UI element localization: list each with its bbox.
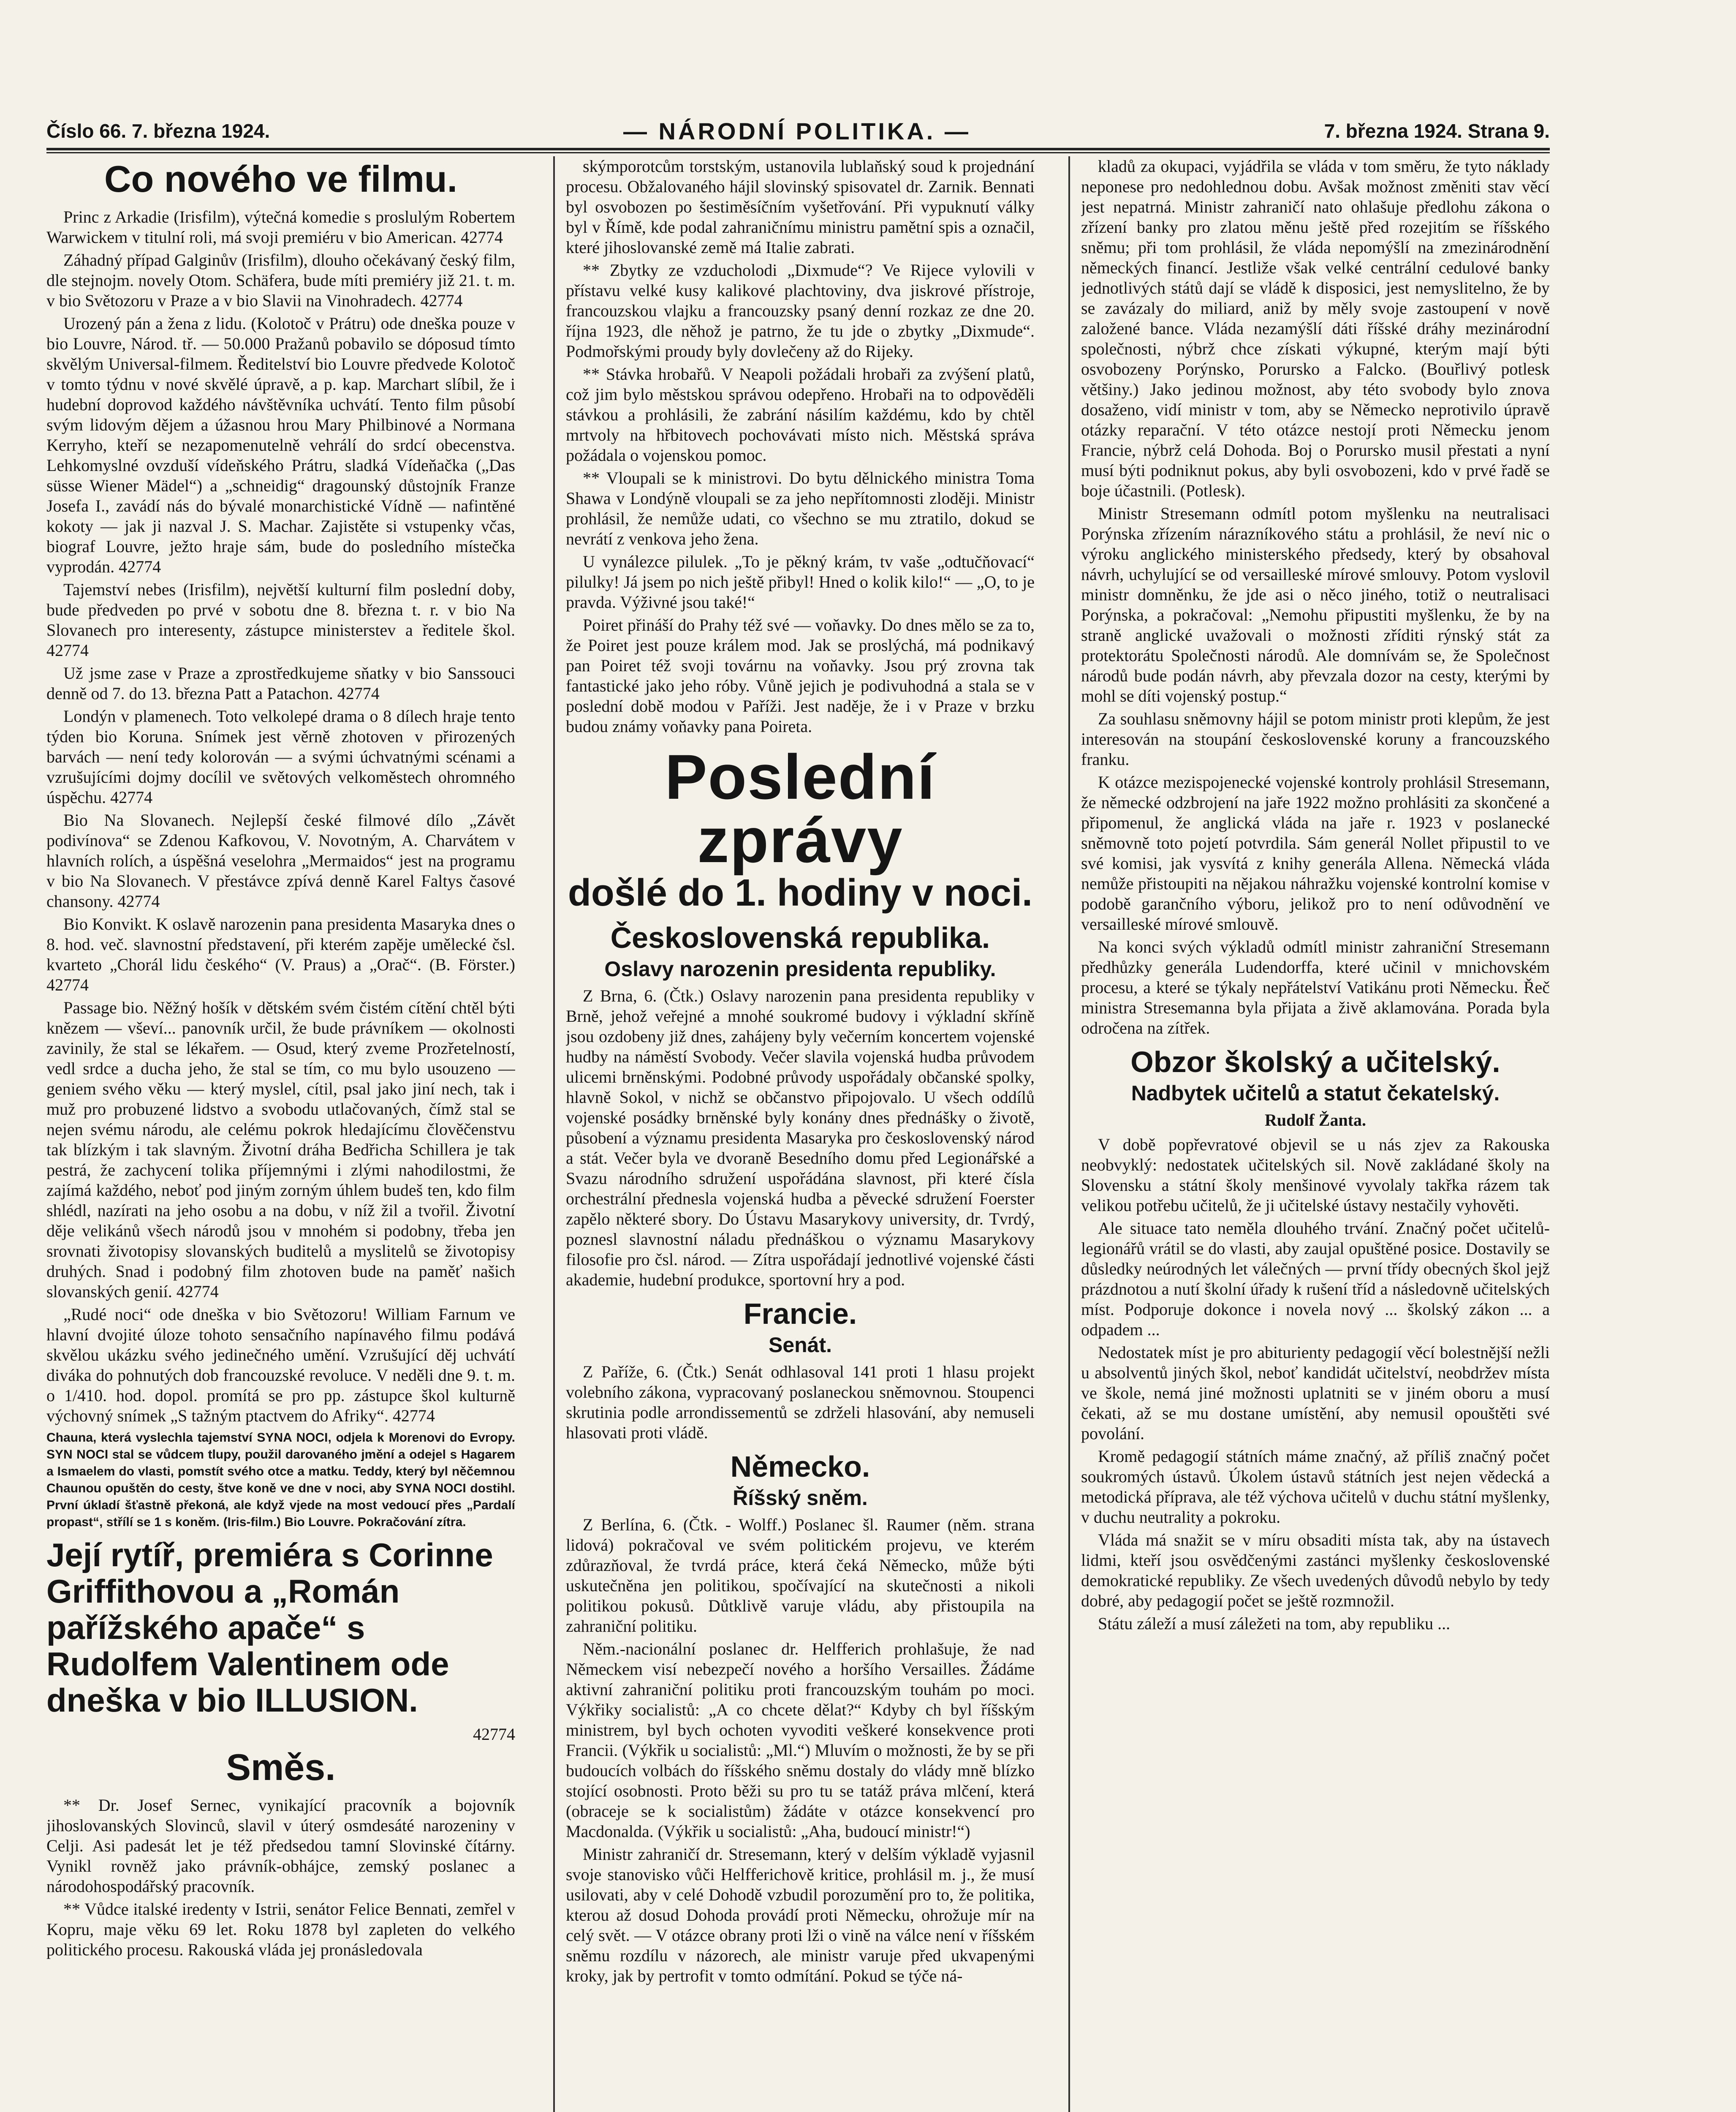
- article-paragraph: Tajemství nebes (Irisfilm), největší kulturní film poslední doby, bude předveden po prvé v sobotu dne 8. března t. r. v bio Na Slovanech pro interesenty, zástupce ministerstev a ředitele škol. 42774: [46, 580, 515, 660]
- article-paragraph: Už jsme zase v Praze a zprostředkujeme sňatky v bio Sanssouci denně od 7. do 13. března Patt a Patachon. 42774: [46, 664, 515, 703]
- header-rule: [46, 152, 1550, 153]
- column-2: [566, 156, 1035, 2112]
- article-paragraph: Ale situace tato neměla dlouhého trvání. Značný počet učitelů-legionářů vrátil se do vlasti, aby zaujal opuštěné posice. Dostavily se důsledky neúrodných let válečných — první třídy obecných škol jejž prázdnotou a nutí školní úřady k rušení tříd a následovně učitelských míst. Podporuje dokonce i novela nový ... školský zákon ... a odpadem ...: [1081, 1219, 1550, 1339]
- article-paragraph: Urozený pán a žena z lidu. (Kolotoč v Prátru) ode dneška pouze v bio Louvre, Národ. tř. — 50.000 Pražanů pobavilo se dóposud tímto skvělým Universal-filmem. Ředitelství bio Louvre předvede Kolotoč v tomto týdnu v nové skvělé úpravě, a p. kap. Marchart slíbil, že i hudební doprovod každého návštěvníka uchvátí. Tento film působí svým lidovým dějem a úžasnou hrou Mary Philbinové a Normana Kerryho, kteří se nezapomenutelně vehrálí do srdcí obecenstva. Lehkomyslné ovzduší vídeňského Prátru, sladká Vídeňačka („Das süsse Wiener Mädel“) a „schneidig“ dragounský důstojník Franze Josefa I., zavádí nás do bývalé monarchistické Vídně — nafintěné kokoty — jak ji nazval J. S. Machar. Zajistěte si vstupenky včas, biograf Louvre, ježto hraje sám, bude do posledního místečka vyprodán. 42774: [46, 314, 515, 576]
- column-divider: [553, 156, 555, 2112]
- article-paragraph: Z Brna, 6. (Čtk.) Oslavy narozenin pana presidenta republiky v Brně, jehož veřejné a mnohé soukromé budovy i výkladní skříně jsou ozdobeny již dnes, zahájeny byly večerním koncertem vojenské hudby na náměstí Svobody. Večer slavila vojenská hudba průvodem ulicemi brněnskými. Podobné průvody uspořádaly občanské spolky, hlavně Sokol, v nichž se občanstvo připojovalo. U všech oddílů vojenské posádky brněnské byly konány dnes přednášky o životě, působení a významu presidenta Masaryka pro československý národ a stát. Večer byla ve dvoraně Besedního domu před Legionářské a Svazu národního sdružení uspořádána slavnost, při které čísla orchestrální přednesla vojenská hudba a pěvecké sdružení Foerster zapělo některé sbory. Do Ústavu Masarykovy university, dr. Tvrdý, poznesl slavnostní náladu přednáškou o významu Masarykovy filosofie pro čsl. národ. — Zítra uspořádají jednotlivé vojenské části akademie, hudební produkce, sportovní hry a pod.: [566, 986, 1035, 1289]
- section-title-france: Francie.: [743, 1297, 857, 1330]
- latest-news-subtitle: došlé do 1. hodiny v noci.: [568, 872, 1033, 914]
- article-paragraph: Za souhlasu sněmovny hájil se potom ministr proti klepům, že jest interesován na stoupání československé koruny a francouzského franku.: [1081, 709, 1550, 769]
- article-paragraph: ** Zbytky ze vzducholodi „Dixmude“? Ve Rijece vylovili v přístavu velké kusy kalikové plachtoviny, dva jiskrové přístroje, francouzskou vlajku a francouzsky psaný denní rozkaz ze dne 20. října 1923, dle něhož je patrno, že tu jde o zbytky „Dixmude“. Podmořskými proudy byly dovlečeny až do Rijeky.: [566, 261, 1035, 361]
- latest-news-banner: [566, 741, 1035, 914]
- article-paragraph: skýmporotcům torstským, ustanovila lublaňský soud k projednání procesu. Obžalovaného hájil slovinský spisovatel dr. Zarnik. Bennati byl osvobozen po šestiměsíčním vyšetřování. Při vypuknutí války byl v Římě, kde podal zahraničnímu ministru pamětní spis a označil, které jihoslovanské země má Italie zabrati.: [566, 157, 1035, 257]
- article-paragraph: Něm.-nacionální poslanec dr. Helfferich prohlašuje, že nad Německem visí nebezpečí nového a horšího Versailles. Žádáme aktivní zahraniční politiku proti francouzským touhám po moci. Výkřiky socialistů: „A co chcete dělat?“ Kdyby ch byl říšským ministrem, byl bych ochoten vyvoditi veškeré konsekvence proti Francii. (Výkřik u socialistů: „Ml.“) Mluvím o možnosti, že by se při budoucích volbách do říšského sněmu dostaly do vlády mně blízko stojící osobnosti. Proto běži su pro tu se tatáž práva mlčení, která (obraceje se k socialistům) žádáte v otázce konsekvencí pro Macdonalda. (Výkřik u socialistů: „Aha, budoucí ministr!“): [566, 1639, 1035, 1841]
- ad-number: 42774: [473, 1725, 515, 1744]
- subsection-title-senat: Senát.: [768, 1333, 832, 1357]
- column-3: [1081, 156, 1550, 2112]
- article-paragraph: Ministr Stresemann odmítl potom myšlenku na neutralisaci Porýnska zřízením nárazníkového státu a prohlásil, že neví nic o výroku anglického ministerského předsedy, který by obsahoval návrh, uchylující se od versailleské mírové smlouvy. Potom vyslovil ministr domněnku, že jde asi o něco jiného, totiž o neutralisaci Porýnska, a pokračoval: „Nemohu připustiti myšlenku, že by na straně anglické uvažovali o možnosti zříditi rýnský stát za protektorátu Společnosti národů. Ale domnívám se, že Společnost národů bude podán návrh, aby převzala dozor na cesty, kterými by mohl se díti vojenský postup.“: [1081, 504, 1550, 705]
- article-paragraph: Bio Na Slovanech. Nejlepší české filmové dílo „Závět podivínova“ se Zdenou Kafkovou, V. Novotným, A. Charvátem v hlavních rolích, a úspěšná veselohra „Mermaidos“ jest na programu v bio Na Slovanech. V přestávce zpívá denně Karel Faltys časové chansony. 42774: [46, 811, 515, 911]
- article-paragraph: „Rudé noci“ ode dneška v bio Světozoru! William Farnum ve hlavní dvojité úloze tohoto sensačního napínavého filmu podává skvělou ukázku svého jedinečného umění. Vzrušující děj uchvátí diváka do pohnutých dob francouzské revoluce. V neděli dne 9. t. m. o 1/410. hod. dopol. promítá se pro pp. zástupce škol kulturně výchovný snímek „S tažným ptactvem do Afriky“. 42774: [46, 1305, 515, 1425]
- section-title-germany: Německo.: [730, 1450, 870, 1483]
- section-title-obzor: Obzor školský a učitelský.: [1130, 1045, 1500, 1078]
- article-paragraph: Z Berlína, 6. (Čtk. - Wolff.) Poslanec šl. Raumer (něm. strana lidová) pokračoval ve svém politickém projevu, ve kterém zdůrazňoval, že tvrdá práce, která čeká Německo, může býti uskutečněna jen politikou, spočívající na skutečnosti a nikoli politikou pokusů. Důtklivě varuje vládu, aby přistoupila na zahraniční politiku.: [566, 1515, 1035, 1636]
- subsection-title-cs: Oslavy narozenin presidenta republiky.: [604, 957, 996, 981]
- header-issue: Číslo 66. 7. března 1924.: [46, 120, 270, 142]
- header-page: 7. března 1924. Strana 9.: [1324, 120, 1550, 142]
- page-header: [46, 114, 1550, 150]
- column-1: [46, 156, 515, 2112]
- article-paragraph: Princ z Arkadie (Irisfilm), výtečná komedie s proslulým Robertem Warwickem v titulní roli, má svoji premiéru v bio American. 42774: [46, 207, 515, 247]
- article-paragraph: kladů za okupaci, vyjádřila se vláda v tom směru, že tyto náklady neponese pro nedohlednou dobu. Avšak možnost změniti stav věcí jest nepatrná. Ministr zahraničí nato ohlašuje předlohu zákona o zřízení banky pro zlatou měnu ještě před rozejitím se říšského sněmu; při tom prohlásil, že vláda nepomýšlí na zmezinárodnění německých financí. Jestliže však velké centrální cedulové banky jednotlivých států dají se vládě k disposici, jest nemyslitelno, že by se zavázaly do miliard, aniž by měly svoje zastoupení v nově založené bance. Vláda nezamýšlí dáti říšské dráhy mezinárodní společnosti, nýbrž chce získati výkupné, kterým mají býti osvobozeny Porýnsko, Porursko a Falcko. (Bouřlivý potlesk většiny.) Jako jedinou možnost, aby této svobody bylo znova dosaženo, vidí ministr v tom, aby se Německo neprotivilo úpravě otázky reparační. V této otázce nestojí proti Německu jenom Francie, nýbrž celá Dohoda. Boj o Porursko musil přestati a nyní musí býti podniknut pokus, aby byli osvobozeni, kdo v prvé řadě se boje účastnili. (Potlesk).: [1081, 157, 1550, 500]
- article-paragraph: Státu záleží a musí záležeti na tom, aby republiku ...: [1098, 1614, 1451, 1633]
- masthead: — NÁRODNÍ POLITIKA. —: [623, 117, 971, 144]
- article-paragraph: Na konci svých výkladů odmítl ministr zahraniční Stresemann předhůzky generála Ludendorffa, které učinil v mnichovském procesu, a které se týkaly nepřátelství Vatikánu proti Německu. Řeč ministra Stresemanna byla přijata a živě aklamována. Porada byla odročena na zítřek.: [1081, 937, 1550, 1037]
- advertisement-syn-noci: Chauna, která vyslechla tajemství SYNA NOCI, odjela k Morenovi do Evropy. SYN NOCI stal se vůdcem tlupy, použil darovaného jmění a odejel s Hagarem a Ismaelem do vlasti, pomstít svého otce a matku. Teddy, který byl něčemnou Chaunou opuštěn do cesty, štve koně ve dne v noci, aby SYNA NOCI dostihl. První úkladí šťastně překoná, ale když vjede na most vedoucí přes „Pardalí propast“, střílí se 1 s koněm. (Iris-film.) Bio Louvre. Pokračování zítra.: [46, 1431, 515, 1529]
- article-paragraph: Záhadný případ Galginův (Irisfilm), dlouho očekávaný český film, dle stejnojm. novely Otom. Schäfera, bude míti premiéry již 21. t. m. v bio Světozoru v Praze a v bio Slavii na Vinohradech. 42774: [46, 250, 515, 310]
- article-paragraph: Z Paříže, 6. (Čtk.) Senát odhlasoval 141 proti 1 hlasu projekt volebního zákona, vypracovaný poslaneckou sněmovnou. Stoupenci skrutinia podle arrondissementů se zdrželi hlasování, aby nemuseli hlasovati proti vládě.: [566, 1362, 1035, 1442]
- article-paragraph: Poiret přináší do Prahy též své — voňavky. Do dnes mělo se za to, že Poiret jest pouze králem mod. Jak se proslýchá, má podnikavý pan Poiret též svoji továrnu na voňavky. Jsou prý zrovna tak fantastické jako jeho róby. Vůně jejich je podivuhodná a stala se v poslední době modou v Paříži. Jest naděje, že i v Praze v brzku budou známy voňavky pana Poireta.: [566, 615, 1035, 736]
- article-paragraph: U vynálezce pilulek. „To je pěkný krám, tv vaše „odtučňovací“ pilulky! Já jsem po nich ještě přibyl! Hned o kolik kilo!“ — „O, to je pravda. Výživné jsou také!“: [566, 552, 1035, 612]
- section-title-smes: Směs.: [226, 1746, 336, 1788]
- section-title-cs: Československá republika.: [610, 921, 990, 954]
- article-paragraph: Passage bio. Něžný hošík v dětském svém čistém cítění chtěl býti knězem — vševí... panovník určil, že bude právníkem — okolnosti zavinily, že stal se lékařem. — Osud, který zveme Prozřetelností, vedl srdce a ducha jeho, že stal se tím, co mu bylo usouzeno — geniem svého věku — který myslel, cítil, psal jako jiní nech, tak i muž pro probuzené lidstvo a svobodu utlačovaných, čímž stal se nejen svému národu, ale celému pokrok hledajícímu člověčenstvu tak blízkým i tak slavným. Životní dráha Bedřicha Schillera je tak pestrá, že zachycení tolika příjemnými i zlými nahodilostmi, že zajímá každého, neboť pod jiným zorným úhlem budeš ten, kdo film shlédl, nazírati na jeho osobu a na dobu, v níž žil a tvořil. Životní děje velikánů všech národů jsou v mnohém si podobny, třeba jen srovnati životopisy slovanských buditelů a myslitelů se životopisy druhých. Snad i podobný film zhotoven bude na paměť našich slovanských genií. 42774: [46, 998, 515, 1301]
- latest-news-title: Poslední zprávy: [665, 741, 936, 876]
- subsection-title-snem: Říšský sněm.: [733, 1486, 868, 1510]
- article-paragraph: Kromě pedagogií státních máme značný, až příliš značný počet soukromých ústavů. Úkolem ústavů státních jest nejen vědecká a metodická příprava, ale též výchova učitelů v duchu státní myšlenky, v duchu neutrality a pokroku.: [1081, 1447, 1550, 1527]
- article-paragraph: V době popřevratové objevil se u nás zjev za Rakouska neobvyklý: nedostatek učitelských sil. Nově zakládané školy na Slovensku a státní školy menšinové vyvolaly takřka rázem tak velikou potřebu učitelů, že ji učitelské ústavy nestačily vyhověti.: [1081, 1135, 1550, 1215]
- article-paragraph: ** Dr. Josef Sernec, vynikající pracovník a bojovník jihoslovanských Slovinců, slavil v úterý osmdesáté narozeniny v Celji. Asi padesát let je též předsedou tamní Slovinské čítárny. Vynikl rovněž jako právník-obhájce, zemský poslanec a národohospodářský pracovník.: [46, 1796, 515, 1896]
- article-paragraph: ** Vůdce italské iredenty v Istrii, senátor Felice Bennati, zemřel v Kopru, maje věku 69 let. Roku 1878 byl zapleten do velkého politického procesu. Rakouská vláda jej pronásledovala: [46, 1900, 515, 1959]
- section-title-film: Co nového ve filmu.: [104, 158, 458, 200]
- subsection-title-nadbytek: Nadbytek učitelů a statut čekatelský.: [1131, 1081, 1500, 1105]
- article-author: Rudolf Žanta.: [1264, 1110, 1367, 1129]
- article-paragraph: Nedostatek míst je pro abiturienty pedagogií věcí bolestnější nežli u absolventů jiných škol, neboť kandidát učitelství, neobdržev místa ve škole, nemá jiné možnosti uplatniti se v jiném oboru a musí čekati, až se mu dostane umístění, aby nemusil opouštěti své povolání.: [1081, 1343, 1550, 1443]
- article-paragraph: Bio Konvikt. K oslavě narozenin pana presidenta Masaryka dnes o 8. hod. več. slavnostní představení, při kterém zapěje umělecké čsl. kvarteto „Chorál lidu českého“ (V. Praus) a „Orač“. (B. Förster.) 42774: [46, 914, 515, 994]
- article-paragraph: K otázce mezispojenecké vojenské kontroly prohlásil Stresemann, že německé odzbrojení na jaře 1922 možno prohlásiti za skončené a připomenul, že anglická vláda na jaře r. 1923 v poslanecké sněmovně toto pojetí potvrdila. Sám generál Nollet připustil to ve své komisi, jak vysvítá z knihy generála Allena. Německá vláda nemůže přistoupiti na nějakou náhražku vojenské kontrolní komise v podobě garančního výboru, jelikož pro to není odůvodnění ve versailleské mírové smlouvě.: [1081, 773, 1550, 934]
- article-paragraph: ** Stávka hrobařů. V Neapoli požádali hrobaři za zvýšení platů, což jim bylo městskou správou odepřeno. Hrobaři na to odpověděli stávkou a prohlásili, že zabrání násilím každému, kdo by chtěl mrtvoly na hřbitovech pochovávati místo nich. Městská správa požádala o vojenskou pomoc.: [566, 365, 1035, 465]
- article-paragraph: Londýn v plamenech. Toto velkolepé drama o 8 dílech hraje tento týden bio Koruna. Snímek jest věrně zhotoven v přirozených barvách — není tedy kolorován — a svými úchvatnými scénami a vzrušujícími dojmy docílil ve světových velkoměstech ohromného úspěchu. 42774: [46, 707, 515, 807]
- article-paragraph: ** Vloupali se k ministrovi. Do bytu dělnického ministra Toma Shawa v Londýně vloupali se za jeho nepřítomnosti zloději. Ministr prohlásil, že nemůže udati, co všechno se mu ztratilo, dokud se nevrátí z venkova jeho žena.: [566, 468, 1035, 548]
- article-paragraph: Ministr zahraničí dr. Stresemann, který v delším výkladě vyjasnil svoje stanovisko vůči Helfferichově kritice, prohlásil m. j., že musí usilovati, aby v celé Dohodě vzbudil porozumění pro to, že politika, kterou až dosud Dohoda provádí proti Německu, ohrožuje mír na celý svět. — V otázce obrany proti lži o vině na válce není v říšském sněmu rozdílu v názorech, ale ministr varuje před ukvapenými kroky, jak by pertrofit v tomto odmítání. Pokud se týče ná-: [566, 1845, 1035, 1985]
- article-paragraph: Vláda má snažit se v míru obsaditi místa tak, aby na ústavech lidmi, kteří jsou osvědčenými zastánci myšlenky československé demokratické republiky. Ze všech uvedených důvodů nebylo by tedy dobré, aby pedagogií počet se ještě rozmnožil.: [1081, 1530, 1550, 1610]
- column-divider: [1068, 156, 1070, 2112]
- advertisement-illusion: Její rytíř, premiéra s Corinne Griffithovou a „Román pařížského apače“ s Rudolfem Valentinem ode dneška v bio ILLUSION.: [46, 1536, 493, 1719]
